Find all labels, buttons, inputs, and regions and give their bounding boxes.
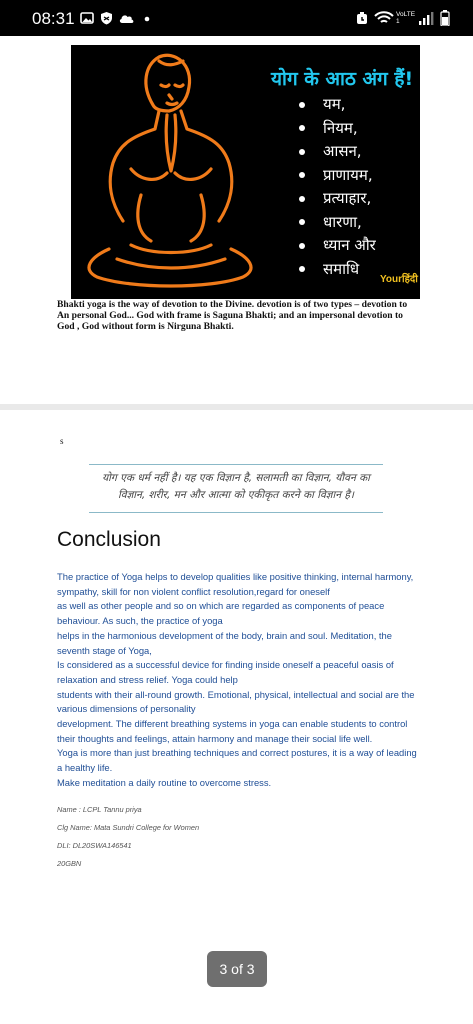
paragraph: Is considered as a successful device for finding inside oneself a peaceful oasis of relaxation and stress relief. Yoga could help [57, 659, 394, 685]
shield-icon [100, 10, 113, 26]
page-indicator[interactable]: 3 of 3 [207, 951, 267, 987]
bullet-icon [299, 196, 305, 202]
battery-icon [440, 10, 450, 26]
document-page-2 [0, 36, 473, 404]
paragraph: helps in the harmonious development of the body, brain and soul. Meditation, the seventh stage of Yoga, [57, 629, 392, 656]
bullet-icon [299, 243, 305, 249]
bullet-icon [299, 172, 305, 178]
wifi-icon [374, 10, 394, 26]
image-title: योग के आठ अंग हैं! [271, 68, 414, 90]
batch-code: 20GBN [57, 859, 82, 868]
image-watermark: Yourहिंदी [380, 274, 418, 285]
status-bar [0, 0, 473, 36]
limb-item: आसन, [299, 140, 376, 164]
bullet-icon [299, 125, 305, 131]
stray-mark: s [60, 436, 64, 446]
hindi-quote: योग एक धर्म नहीं है। यह एक विज्ञान है, सलामती का विज्ञान, यौवन का विज्ञान, शरीर, मन और आत्मा को एकीकृत करने का विज्ञान है। [102, 472, 370, 501]
volte-label: VoLTE1 [396, 11, 416, 25]
limb-item: प्राणायम, [299, 164, 376, 188]
bullet-icon [299, 219, 305, 225]
dli-number: DLI: DL20SWA146541 [57, 841, 132, 850]
bullet-icon [299, 102, 305, 108]
paragraph: The practice of Yoga helps to develop qualities like positive thinking, internal harmony, sympathy, skill for non violent conflict resolution,regard for oneself [57, 571, 414, 597]
status-time: 08:31 [32, 9, 75, 28]
paragraph: students with their all-round growth. Emotional, physical, intellectual and social are the various dimensions of personality [57, 688, 415, 715]
paragraph: as well as other people and so on which are regarded as components of peace behaviour. As such, the practice of yoga [57, 600, 385, 627]
yoga-limbs-image [71, 45, 420, 299]
limb-item: समाधि [299, 258, 376, 282]
conclusion-body [57, 570, 417, 791]
author-name: Name : LCPL Tannu priya [57, 805, 142, 814]
college-name: Clg Name: Mata Sundri College for Women [57, 823, 200, 832]
quote-bottom-rule [89, 512, 383, 513]
paragraph: Make meditation a daily routine to overcome stress. [57, 776, 272, 788]
image-caption: Bhakti yoga is the way of devotion to the Divine. devotion is of two types – devotion to An personal God... God with frame is Saguna Bhakti; and an impersonal devotion to God , God without form is Nirguna Bhakti. [57, 299, 408, 332]
limb-item: यम, [299, 93, 376, 117]
paragraph: Yoga is more than just breathing techniques and correct postures, it is a way of leading a healthy life. [57, 747, 417, 774]
limbs-list [299, 93, 376, 281]
paragraph: development. The different breathing systems in yoga can enable students to control their thoughts and feelings, attain harmony and manage their social life well. [57, 718, 408, 744]
bullet-icon [299, 149, 305, 155]
limb-item: धारणा, [299, 211, 376, 235]
quote-top-rule [89, 464, 383, 465]
cloud-icon [118, 10, 135, 26]
notification-dot-icon [143, 10, 151, 26]
limb-item: प्रत्याहार, [299, 187, 376, 211]
bullet-icon [299, 266, 305, 272]
section-heading: Conclusion [57, 528, 161, 551]
document-page-3 [0, 410, 473, 1024]
alarm-icon [355, 10, 369, 26]
signal-icon [418, 10, 436, 26]
limb-item: नियम, [299, 117, 376, 141]
limb-item: ध्यान और [299, 234, 376, 258]
gallery-icon [80, 10, 94, 26]
